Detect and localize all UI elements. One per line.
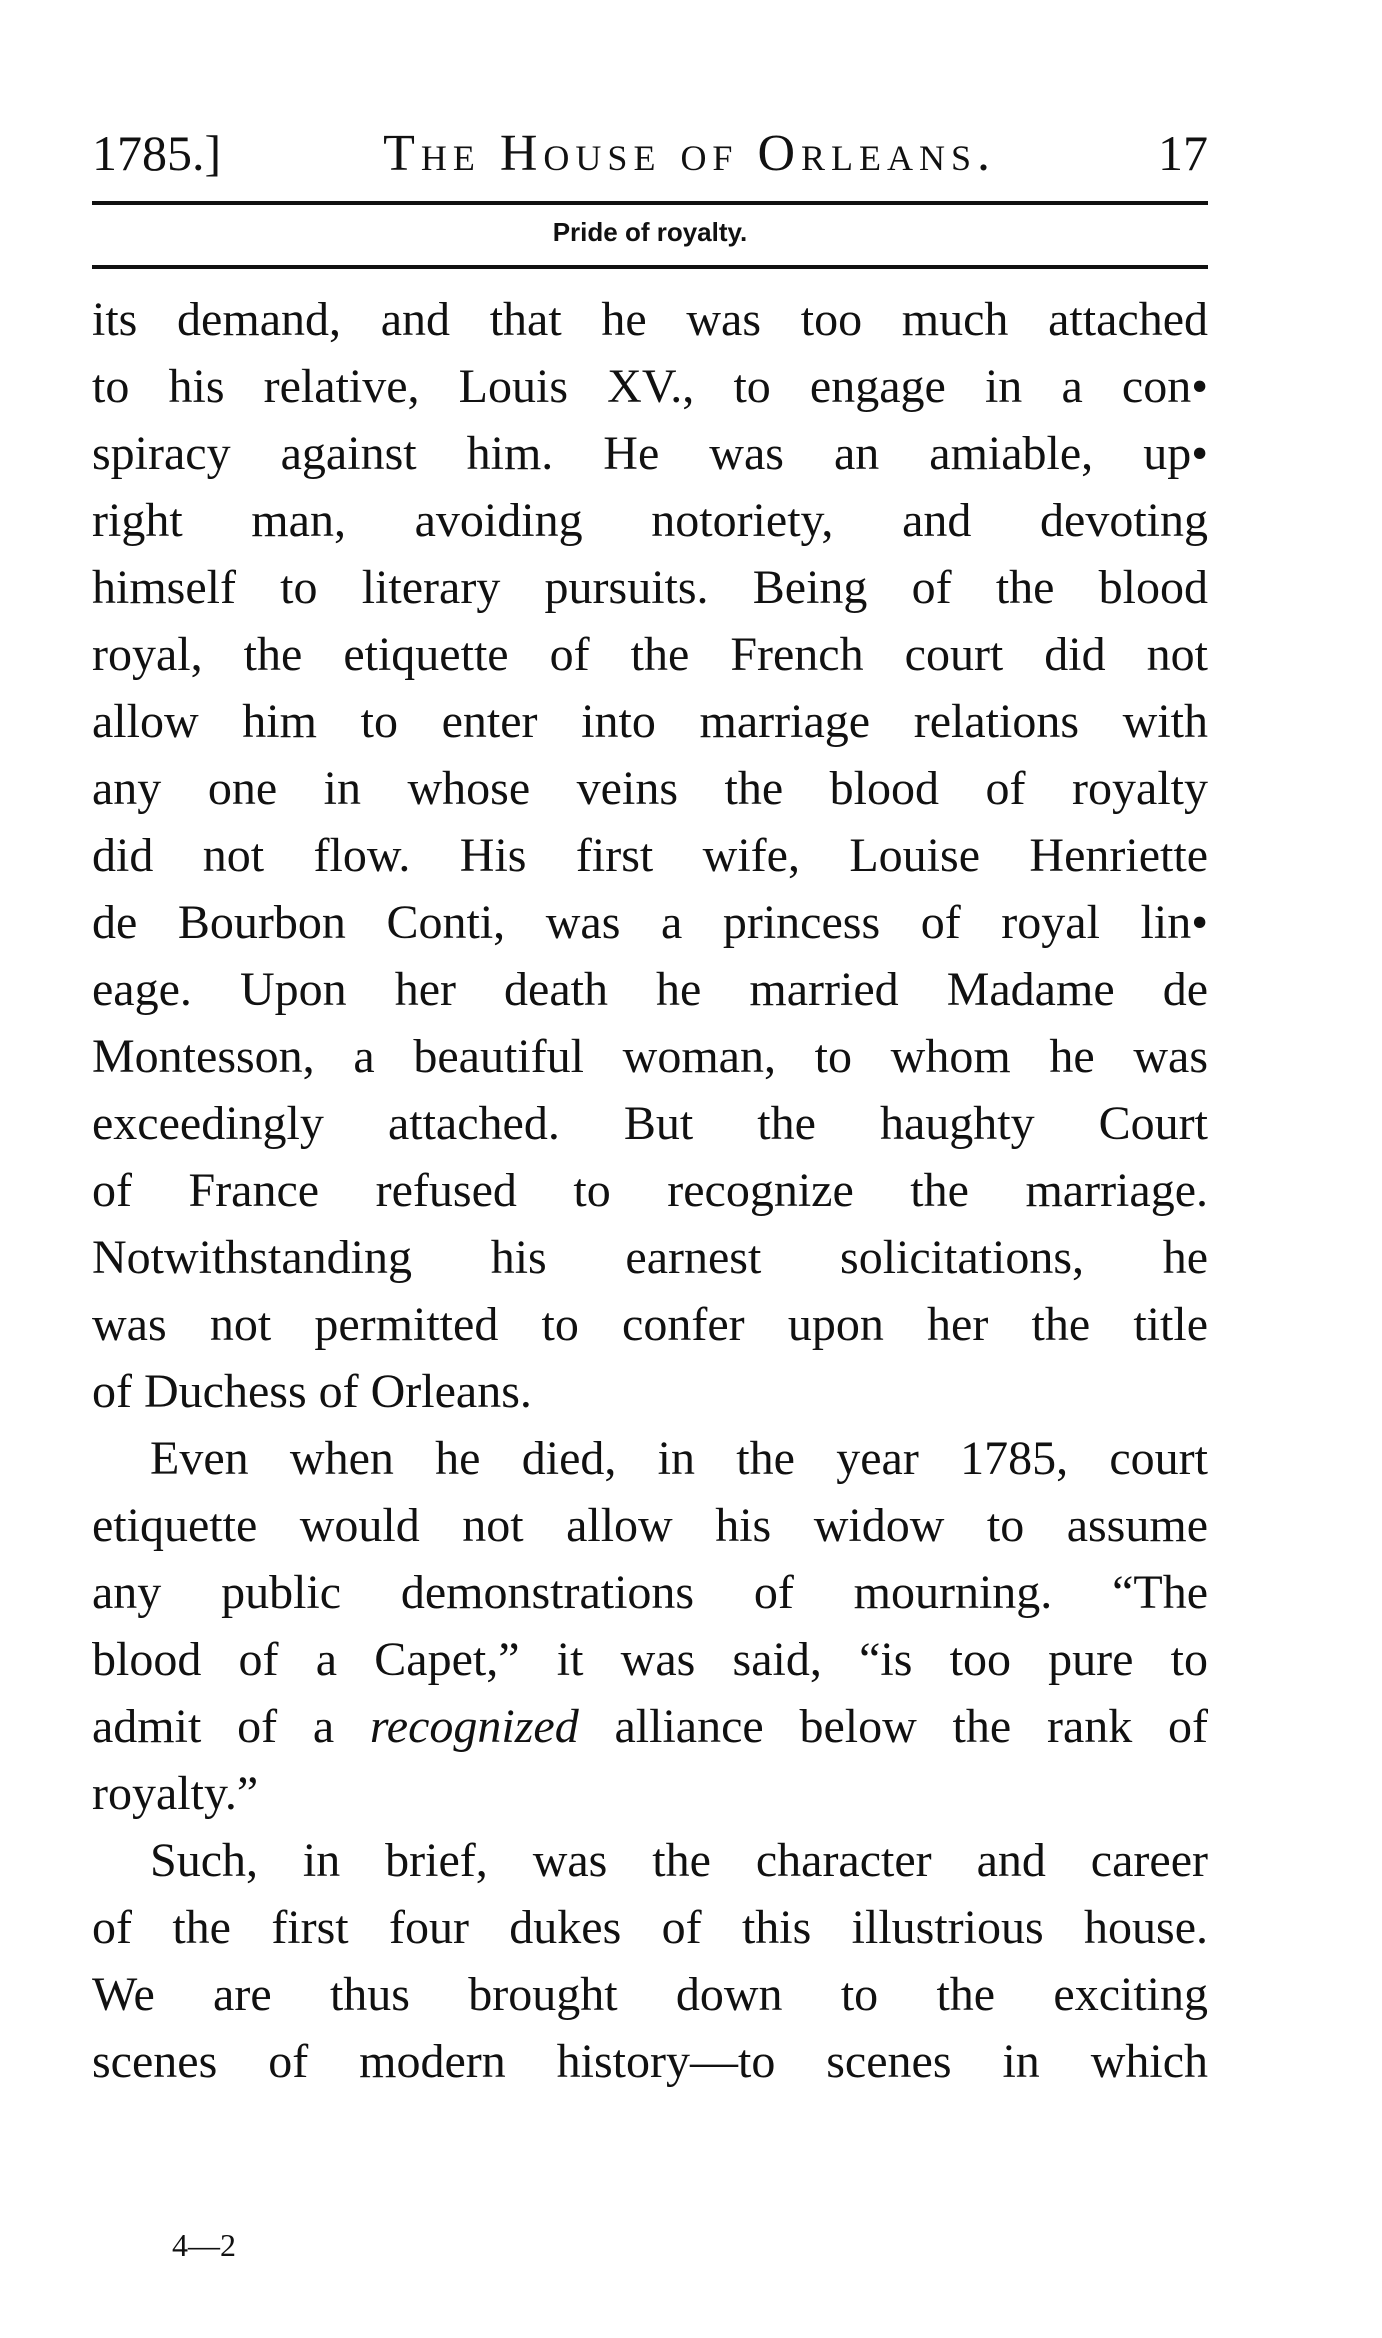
text-line: of Duchess of Orleans. <box>92 1365 532 1418</box>
text-line: any one in whose veins the blood of royalty <box>92 762 1208 815</box>
header-year: 1785.] <box>92 125 222 181</box>
text-line: de Bourbon Conti, was a princess of royal lin• <box>92 896 1208 949</box>
page-number: 17 <box>1158 125 1208 181</box>
text-line: We are thus brought down to the exciting <box>92 1968 1208 2021</box>
text-line: Montesson, a beautiful woman, to whom he was <box>92 1030 1208 1083</box>
header-rule-top <box>92 201 1208 205</box>
text-line: royal, the etiquette of the French court did not <box>92 628 1208 681</box>
text-line: scenes of modern history—to scenes in which <box>92 2035 1208 2088</box>
body-text <box>92 286 1208 2095</box>
text-line: Notwithstanding his earnest solicitations, he <box>92 1231 1208 1284</box>
text-line: Even when he died, in the year 1785, court <box>150 1432 1208 1485</box>
text-line: to his relative, Louis XV., to engage in a con• <box>92 360 1208 413</box>
text-segment: alliance below the rank of <box>578 1700 1208 1753</box>
text-line: was not permitted to confer upon her the title <box>92 1298 1208 1351</box>
text-line: Such, in brief, was the character and career <box>150 1834 1208 1887</box>
text-line: eage. Upon her death he married Madame de <box>92 963 1208 1016</box>
running-header <box>92 118 1208 188</box>
text-line: spiracy against him. He was an amiable, up• <box>92 427 1208 480</box>
signature-mark: 4—2 <box>172 2227 236 2263</box>
text-line: its demand, and that he was too much attached <box>92 293 1208 346</box>
text-line: blood of a Capet,” it was said, “is too pure to <box>92 1633 1208 1686</box>
italic-word: recognized <box>369 1700 579 1753</box>
section-subhead: Pride of royalty. <box>552 217 748 247</box>
text-line: allow him to enter into marriage relations with <box>92 695 1208 748</box>
text-line: right man, avoiding notoriety, and devoting <box>92 494 1208 547</box>
text-line-with-italic <box>92 1693 1208 1760</box>
text-line: exceedingly attached. But the haughty Court <box>92 1097 1208 1150</box>
text-line: himself to literary pursuits. Being of the blood <box>92 561 1208 614</box>
header-rule-bottom <box>92 265 1208 269</box>
text-line: of the first four dukes of this illustrious house. <box>92 1901 1208 1954</box>
text-line: did not flow. His first wife, Louise Henriette <box>92 829 1208 882</box>
header-title: The House of Orleans. <box>383 125 997 182</box>
text-segment: admit of a <box>92 1700 370 1753</box>
text-line: royalty.” <box>92 1767 259 1820</box>
text-line: etiquette would not allow his widow to assume <box>92 1499 1208 1552</box>
text-line: of France refused to recognize the marriage. <box>92 1164 1208 1217</box>
text-line: any public demonstrations of mourning. “The <box>92 1566 1208 1619</box>
